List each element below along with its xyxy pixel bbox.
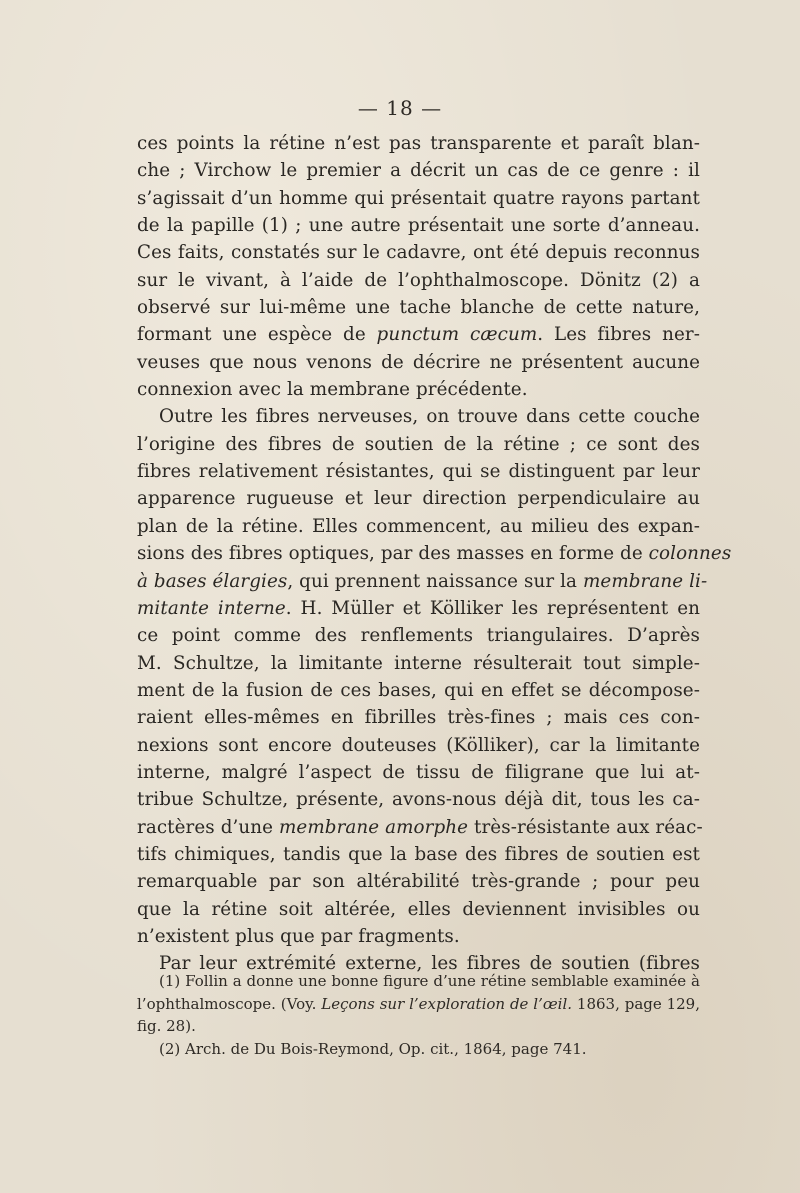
text-fragment: très-résistante aux réac-	[468, 816, 703, 838]
footnote-line	[137, 993, 700, 1016]
italic-term: colonnes	[648, 543, 732, 565]
italic-term: Leçons sur l’exploration de l’œil.	[321, 994, 573, 1013]
text-line: tribue Schultze, présente, avons-nous déjà dit, tous les ca-	[137, 789, 700, 811]
text-line: de la papille (1) ; une autre présentait une sorte d’anneau.	[137, 215, 700, 237]
body-text	[137, 130, 732, 978]
text-line: que la rétine soit altérée, elles deviennent invisibles ou	[137, 898, 700, 920]
text-line: che ; Virchow le premier a décrit un cas de ce genre : il	[137, 160, 700, 182]
italic-term: à bases élargies	[137, 570, 288, 592]
text-line: sur le vivant, à l’aide de l’ophthalmoscope. Dönitz (2) a	[137, 269, 700, 291]
text-line	[137, 540, 732, 567]
text-fragment: formant une espèce de	[137, 324, 377, 346]
footnote-line: (2) Arch. de Du Bois-Reymond, Op. cit., 1864, page 741.	[159, 1040, 587, 1059]
text-line	[137, 595, 700, 622]
text-line: Par leur extrémité externe, les fibres de soutien (fibres	[159, 953, 700, 975]
text-line	[137, 568, 708, 595]
text-fragment: ractères d’une	[137, 816, 279, 838]
text-line: Ces faits, constatés sur le cadavre, ont été depuis reconnus	[137, 242, 700, 264]
text-fragment: . Les fibres ner-	[537, 324, 700, 346]
text-line: plan de la rétine. Elles commencent, au milieu des expan-	[137, 515, 700, 537]
italic-term: membrane amorphe	[278, 816, 469, 838]
text-line: l’origine des fibres de soutien de la rétine ; ce sont des	[137, 433, 700, 455]
text-line	[137, 814, 703, 841]
page-number: — 18 —	[357, 96, 443, 120]
text-fragment: 1863, page 129,	[572, 994, 700, 1013]
footnote-line: fig. 28).	[137, 1017, 196, 1036]
footnotes	[137, 970, 700, 1061]
text-fragment: . H. Müller et Kölliker les représentent en	[285, 597, 700, 619]
text-line	[137, 321, 700, 348]
text-fragment: sions des fibres optiques, par des masses en forme de	[137, 543, 649, 565]
text-line: observé sur lui-même une tache blanche de cette nature,	[137, 297, 700, 319]
text-line: Outre les fibres nerveuses, on trouve dans cette couche	[159, 406, 700, 428]
text-line: s’agissait d’un homme qui présentait quatre rayons partant	[137, 187, 700, 209]
text-line: ment de la fusion de ces bases, qui en effet se décompose-	[137, 679, 700, 701]
text-line: ce point comme des renflements triangulaires. D’après	[137, 625, 700, 647]
text-line: apparence rugueuse et leur direction perpendiculaire au	[137, 488, 700, 510]
text-line: raient elles-mêmes en fibrilles très-fines ; mais ces con-	[137, 707, 700, 729]
text-line: connexion avec la membrane précédente.	[137, 379, 528, 401]
text-line: interne, malgré l’aspect de tissu de filigrane que lui at-	[137, 761, 700, 783]
text-line: veuses que nous venons de décrire ne présentent aucune	[137, 351, 700, 373]
text-fragment: , qui prennent naissance sur la	[287, 570, 583, 592]
text-fragment: l’ophthalmoscope. (Voy.	[137, 994, 322, 1013]
text-line: tifs chimiques, tandis que la base des fibres de soutien est	[137, 843, 700, 865]
text-line: remarquable par son altérabilité très-grande ; pour peu	[137, 871, 700, 893]
text-line: M. Schultze, la limitante interne résulterait tout simple-	[137, 652, 700, 674]
text-line: ces points la rétine n’est pas transparente et paraît blan-	[137, 133, 700, 154]
text-line: fibres relativement résistantes, qui se distinguent par leur	[137, 461, 700, 483]
text-line: nexions sont encore douteuses (Kölliker), car la limitante	[137, 734, 700, 756]
text-line: n’existent plus que par fragments.	[137, 925, 460, 947]
footnote-line: (1) Follin a donne une bonne figure d’une rétine semblable examinée à	[159, 972, 700, 990]
italic-term: punctum cæcum	[376, 324, 538, 346]
italic-term: mitante interne	[137, 597, 286, 619]
italic-term: membrane li-	[582, 570, 708, 592]
